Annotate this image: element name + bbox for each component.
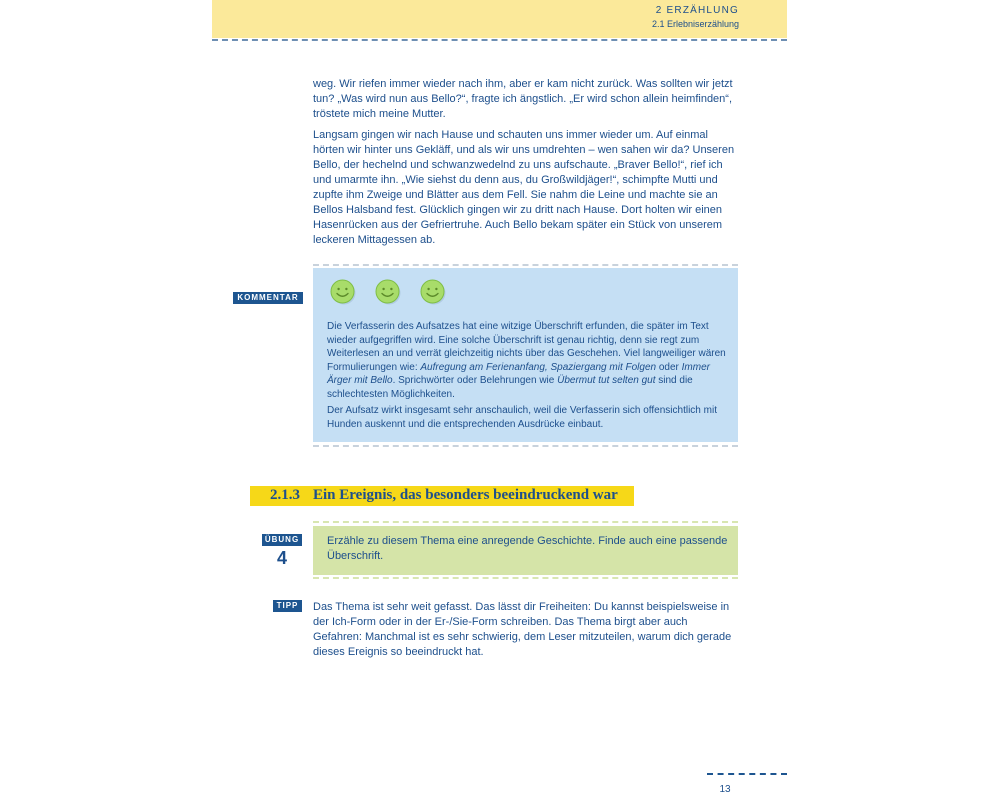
exercise-top-divider [313, 521, 738, 523]
tip-text: Das Thema ist sehr weit gefasst. Das lässt dir Freiheiten: Du kannst beispielsweise in der Ich-Form oder in der Er-/Sie-Form schreiben. Das Thema birgt aber auch Gefahren: Manchmal ist es sehr schwierig, dem Leser mitzuteilen, warum dich gerade dieses Ereignis so beeindruckt hat. [313, 601, 732, 658]
section-number: 2.1.3 [270, 487, 300, 503]
exercise-text: Erzähle zu diesem Thema eine anregende Geschichte. Finde auch eine passende Überschrift. [327, 535, 728, 562]
header-divider [212, 39, 787, 41]
page-header [212, 0, 787, 38]
story-paragraph-1: weg. Wir riefen immer wieder nach ihm, aber er kam nicht zurück. Was sollten wir jetzt tun? „Was wird nun aus Bello?“, fragte ich ängstlich. „Er wird schon allein heimfinden“, tröstete mich meine Mutter. [313, 78, 733, 120]
smiley-icon [420, 279, 446, 305]
footer-divider [707, 773, 787, 775]
comment-top-divider [313, 264, 738, 266]
smiley-icon [375, 279, 401, 305]
page-number: 13 [719, 784, 731, 795]
story-paragraph-2: Langsam gingen wir nach Hause und schauten uns immer wieder um. Auf einmal hörten wir hinter uns Gekläff, und als wir uns umdrehten – wen sahen wir da? Unseren Bello, der hechelnd und schwanzwedelnd zu uns aufschaute. „Braver Bello!“, rief ich und umarmte ihn. „Wie siehst du denn aus, du Großwildjäger!“, schimpfte Mutti und zupfte ihm Zweige und Blätter aus dem Fell. Sie nahm die Leine und machte sie an Bellos Halsband fest. Glücklich gingen wir zu dritt nach Hause. Dort holten wir einen Hasenrücken aus der Gefriertruhe. Auch Bello bekam später ein Stück von unserem leckeren Mittagessen ab. [313, 129, 735, 246]
chapter-title: 2 ERZÄHLUNG [655, 5, 739, 16]
section-title: 2.1 Erlebniserzählung [651, 19, 739, 29]
exercise-number: 4 [276, 548, 287, 568]
tip-label: TIPP [273, 600, 302, 612]
comment-paragraph-2: Der Aufsatz wirkt insgesamt sehr anschaulich, weil die Verfasserin sich offensichtlich mit Hunden auskennt und die entsprechenden Ausdrücke einbaut. [327, 405, 717, 430]
smiley-icon [330, 279, 356, 305]
exercise-bottom-divider [313, 577, 738, 579]
comment-paragraph-1: Die Verfasserin des Aufsatzes hat eine witzige Überschrift erfunden, die später im Text wieder aufgegriffen wird. Eine solche Überschrift ist genau richtig, denn sie regt zum Weiterlesen an und verrät gleichzeitig nichts über das Geschehen. Viel langweiliger wären Formulierungen wie: Aufregung am Ferienanfang, Spaziergang mit Folgen oder Immer Ärger mit Bello. Sprichwörter oder Belehrungen wie Übermut tut selten gut sind die schlechtesten Möglichkeiten. [327, 321, 726, 400]
exercise-label: ÜBUNG [262, 534, 302, 546]
section-heading: Ein Ereignis, das besonders beeindruckend war [313, 487, 618, 503]
comment-label: KOMMENTAR [233, 292, 303, 304]
comment-bottom-divider [313, 445, 738, 447]
